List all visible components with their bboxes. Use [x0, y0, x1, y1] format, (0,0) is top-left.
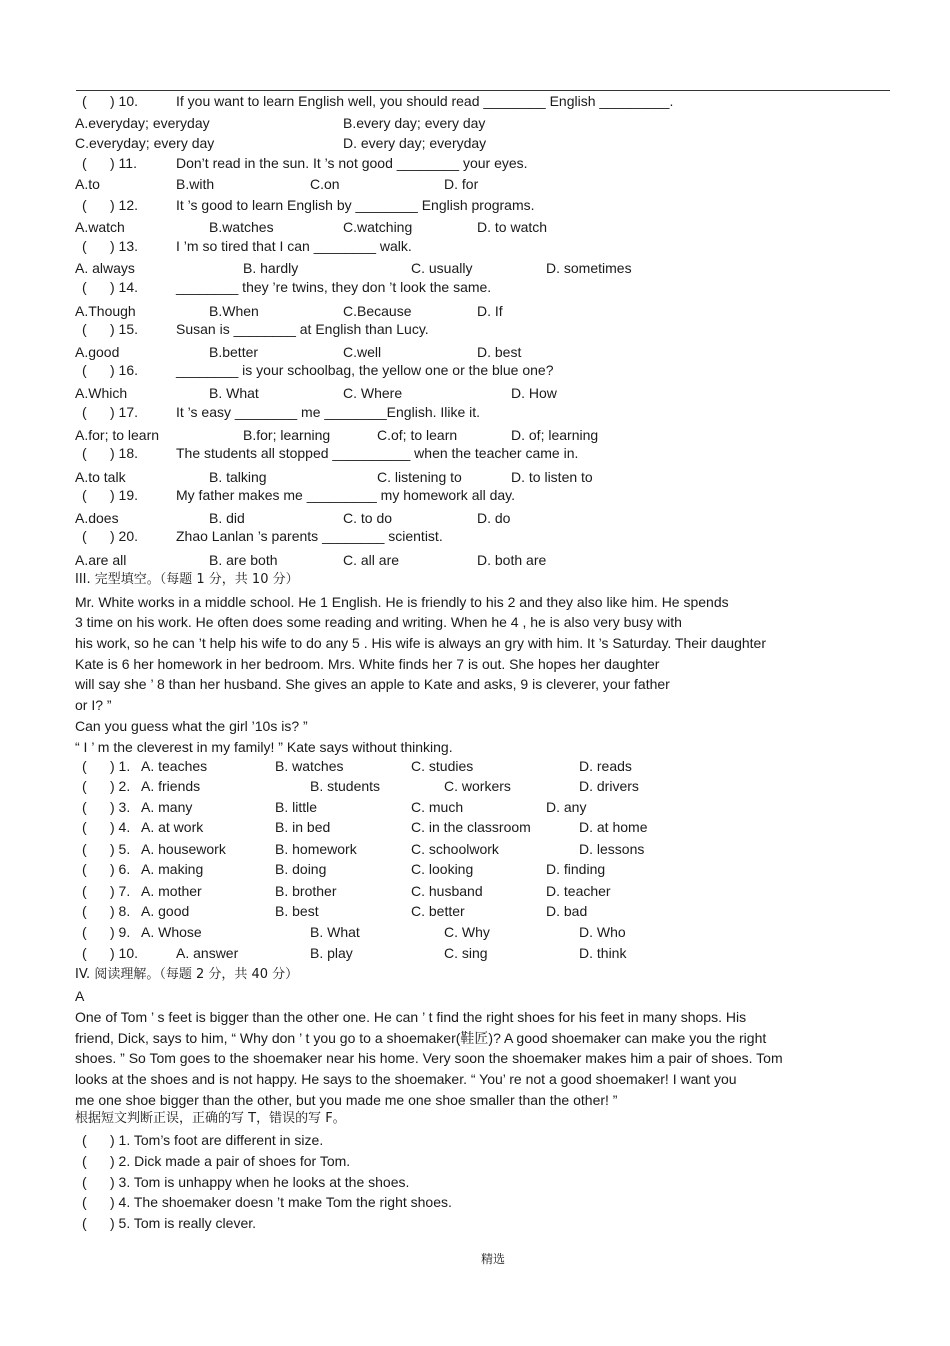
cloze-number: ) 5. [110, 841, 131, 857]
option-b: B.with [176, 176, 215, 192]
option-c: C. sing [444, 945, 488, 961]
option-c: C.well [343, 344, 382, 360]
cloze-option-row [0, 839, 950, 859]
passage-line [0, 633, 950, 653]
question-row [0, 153, 950, 173]
passage-line [0, 592, 950, 612]
question-row [0, 485, 950, 505]
option-a: A.watch [75, 219, 125, 235]
passage-line [0, 1007, 950, 1027]
answer-paren: ( [82, 861, 87, 877]
option-d: D. at home [579, 819, 648, 835]
answer-paren: ( [82, 279, 87, 295]
judge-statement: ) 2. Dick made a pair of shoes for Tom. [110, 1153, 351, 1169]
cloze-passage-text: Kate is 6 her homework in her bedroom. Mrs. White finds her 7 is out. She hopes her daughter [75, 656, 660, 672]
cloze-number: ) 1. [110, 758, 131, 774]
option-c: C. better [411, 903, 465, 919]
option-d: D. drivers [579, 778, 639, 794]
answer-paren: ( [82, 924, 87, 940]
passage-line [0, 716, 950, 736]
question-number: ) 19. [110, 487, 139, 503]
cloze-number: ) 4. [110, 819, 131, 835]
cloze-option-row [0, 756, 950, 776]
cloze-option-row [0, 881, 950, 901]
options-row [0, 174, 950, 194]
judge-statement: ) 3. Tom is unhappy when he looks at the shoes. [110, 1174, 410, 1190]
cloze-passage-text: Mr. White works in a middle school. He 1 English. He is friendly to his 2 and they also like him. He spends [75, 594, 729, 610]
reading-passage-text: me one shoe bigger than the other, but you made me one shoe smaller than the other! ” [75, 1092, 618, 1108]
option-a: A. friends [141, 778, 201, 794]
question-text: If you want to learn English well, you should read ________ English _________. [176, 93, 674, 109]
option-d: D. any [546, 799, 587, 815]
option-c: C. all are [343, 552, 400, 568]
passage-line [0, 737, 950, 757]
cloze-passage-text: his work, so he can ’t help his wife to do any 5 . His wife is always an gry with him. It ’s Saturday. Their daughter [75, 635, 766, 651]
option-a: A. mother [141, 883, 202, 899]
cloze-number: ) 9. [110, 924, 131, 940]
option-d: D. How [511, 385, 557, 401]
question-number: ) 14. [110, 279, 139, 295]
question-text: ________ they ’re twins, they don ’t look the same. [176, 279, 492, 295]
options-row [0, 301, 950, 321]
passage-line [0, 695, 950, 715]
reading-passage-text: looks at the shoes and is not happy. He says to the shoemaker. “ You’ re not a good shoemaker! I want you [75, 1071, 737, 1087]
option-d: D. both are [477, 552, 547, 568]
passage-line [0, 1069, 950, 1089]
option-a: A.to talk [75, 469, 126, 485]
cloze-number: ) 8. [110, 903, 131, 919]
option-c: C. much [411, 799, 464, 815]
option-c: C. in the classroom [411, 819, 531, 835]
question-number: ) 18. [110, 445, 139, 461]
option-a: A. teaches [141, 758, 208, 774]
question-number: ) 20. [110, 528, 139, 544]
options-row [0, 550, 950, 570]
option-d: D. finding [546, 861, 606, 877]
option-a: A. many [141, 799, 193, 815]
judge-statement: ) 4. The shoemaker doesn ’t make Tom the right shoes. [110, 1194, 452, 1210]
option-b: B. doing [275, 861, 327, 877]
question-row [0, 402, 950, 422]
question-text: Don’t read in the sun. It ’s not good ________ your eyes. [176, 155, 528, 171]
option-a: A. making [141, 861, 204, 877]
option-d: D. best [477, 344, 522, 360]
option-d: D. think [579, 945, 627, 961]
option-d: D. If [477, 303, 503, 319]
cloze-passage-text: 3 time on his work. He often does some reading and writing. When he 4 , he is also very busy with [75, 614, 682, 630]
option-b: B. students [310, 778, 381, 794]
answer-paren: ( [82, 1153, 87, 1169]
option-c: C.on [310, 176, 340, 192]
option-c: C.of; to learn [377, 427, 458, 443]
reading-passage-text: shoes. ” So Tom goes to the shoemaker near his home. Very soon the shoemaker makes him a pair of shoes. Tom [75, 1050, 783, 1066]
option-b: B. brother [275, 883, 337, 899]
answer-paren: ( [82, 1215, 87, 1231]
option-c: C. schoolwork [411, 841, 499, 857]
answer-paren: ( [82, 883, 87, 899]
question-number: ) 15. [110, 321, 139, 337]
judge-item-row [0, 1213, 950, 1233]
option-a: A. at work [141, 819, 204, 835]
question-number: ) 13. [110, 238, 139, 254]
option-b: B. in bed [275, 819, 331, 835]
instruction-row [0, 1109, 950, 1129]
answer-paren: ( [82, 758, 87, 774]
passage-line [0, 1028, 950, 1048]
question-text: I ’m so tired that I can ________ walk. [176, 238, 412, 254]
option-d: D. sometimes [546, 260, 632, 276]
option-a: A. answer [176, 945, 239, 961]
options-row [0, 425, 950, 445]
section-3-title: III. 完型填空。（每题 1 分，共 10 分） [75, 572, 299, 587]
option-b: B. talking [209, 469, 267, 485]
question-text: The students all stopped __________ when the teacher came in. [176, 445, 579, 461]
option-d: D. reads [579, 758, 632, 774]
question-row [0, 195, 950, 215]
option-d: D. teacher [546, 883, 611, 899]
cloze-number: ) 10. [110, 945, 139, 961]
option-d: D. of; learning [511, 427, 599, 443]
answer-paren: ( [82, 93, 87, 109]
answer-paren: ( [82, 819, 87, 835]
answer-paren: ( [82, 445, 87, 461]
option-d: D. bad [546, 903, 588, 919]
answer-paren: ( [82, 321, 87, 337]
answer-paren: ( [82, 197, 87, 213]
options-row [0, 342, 950, 362]
option-b: B. What [310, 924, 360, 940]
option-d: D. lessons [579, 841, 645, 857]
option-a: A.everyday; everyday [75, 115, 210, 131]
question-row [0, 277, 950, 297]
answer-paren: ( [82, 1174, 87, 1190]
judge-item-row [0, 1130, 950, 1150]
answer-paren: ( [82, 238, 87, 254]
cloze-number: ) 2. [110, 778, 131, 794]
option-a: A.Though [75, 303, 136, 319]
judge-item-row [0, 1172, 950, 1192]
cloze-option-row [0, 817, 950, 837]
option-a: A.does [75, 510, 119, 526]
option-c: C.Because [343, 303, 412, 319]
option-d: D. do [477, 510, 511, 526]
option-a: A.for; to learn [75, 427, 160, 443]
option-d: D. every day; everyday [343, 135, 487, 151]
answer-paren: ( [82, 903, 87, 919]
options-row [0, 258, 950, 278]
cloze-passage-text: “ I ’ m the cleverest in my family! ” Kate says without thinking. [75, 739, 453, 755]
question-row [0, 91, 950, 111]
option-b: B. are both [209, 552, 278, 568]
question-row [0, 360, 950, 380]
option-a: A.are all [75, 552, 127, 568]
question-row [0, 319, 950, 339]
part-label [0, 986, 950, 1006]
question-number: ) 11. [110, 155, 137, 171]
answer-paren: ( [82, 1132, 87, 1148]
option-d: D. Who [579, 924, 626, 940]
reading-passage-text: friend, Dick, says to him, “ Why don ’ t you go to a shoemaker(鞋匠)? A good shoemaker can make you the right [75, 1030, 767, 1046]
option-c: C. usually [411, 260, 473, 276]
question-text: It ’s easy ________ me ________English. Ilike it. [176, 404, 481, 420]
option-b: B. best [275, 903, 319, 919]
option-c: C. looking [411, 861, 474, 877]
option-b: B. homework [275, 841, 357, 857]
option-c: C. Where [343, 385, 403, 401]
answer-paren: ( [82, 528, 87, 544]
answer-paren: ( [82, 841, 87, 857]
option-c: C.watching [343, 219, 413, 235]
question-text: ________ is your schoolbag, the yellow one or the blue one? [176, 362, 554, 378]
option-b: B. did [209, 510, 245, 526]
option-c: C. studies [411, 758, 474, 774]
cloze-passage-text: will say she ’ 8 than her husband. She gives an apple to Kate and asks, 9 is cleverer, your father [75, 676, 670, 692]
cloze-number: ) 7. [110, 883, 131, 899]
judge-statement: ) 1. Tom’s foot are different in size. [110, 1132, 324, 1148]
judge-statement: ) 5. Tom is really clever. [110, 1215, 257, 1231]
cloze-option-row [0, 901, 950, 921]
option-a: A. housework [141, 841, 226, 857]
option-d: D. to watch [477, 219, 548, 235]
option-a: A.to [75, 176, 100, 192]
answer-paren: ( [82, 362, 87, 378]
passage-line [0, 674, 950, 694]
option-a: A. good [141, 903, 190, 919]
judge-item-row [0, 1192, 950, 1212]
options-row [0, 383, 950, 403]
answer-paren: ( [82, 487, 87, 503]
answer-paren: ( [82, 155, 87, 171]
passage-line [0, 654, 950, 674]
answer-paren: ( [82, 404, 87, 420]
question-number: ) 10. [110, 93, 139, 109]
cloze-passage-text: or I? ” [75, 697, 112, 713]
option-b: B.every day; every day [343, 115, 486, 131]
option-b: B. play [310, 945, 353, 961]
options-row [0, 133, 950, 153]
option-b: B.When [209, 303, 259, 319]
option-b: B. watches [275, 758, 344, 774]
option-c: C.everyday; every day [75, 135, 215, 151]
option-b: B.better [209, 344, 259, 360]
cloze-passage-text: Can you guess what the girl ’10s is? ” [75, 718, 308, 734]
question-text: It ’s good to learn English by ________ English programs. [176, 197, 535, 213]
section-heading [0, 965, 950, 985]
cloze-option-row [0, 943, 950, 963]
option-c: C. husband [411, 883, 483, 899]
option-b: B.for; learning [243, 427, 331, 443]
option-c: C. workers [444, 778, 511, 794]
option-a: A.good [75, 344, 120, 360]
options-row [0, 217, 950, 237]
passage-line [0, 612, 950, 632]
question-row [0, 526, 950, 546]
cloze-number: ) 3. [110, 799, 131, 815]
option-a: A.Which [75, 385, 128, 401]
cloze-option-row [0, 797, 950, 817]
judge-item-row [0, 1151, 950, 1171]
question-row [0, 236, 950, 256]
question-number: ) 17. [110, 404, 139, 420]
option-c: C. listening to [377, 469, 462, 485]
answer-paren: ( [82, 799, 87, 815]
option-a: A. Whose [141, 924, 202, 940]
answer-paren: ( [82, 945, 87, 961]
section-heading [0, 570, 950, 590]
question-number: ) 12. [110, 197, 139, 213]
option-b: B. little [275, 799, 318, 815]
option-b: B. What [209, 385, 259, 401]
option-b: B. hardly [243, 260, 299, 276]
options-row [0, 467, 950, 487]
option-d: D. to listen to [511, 469, 593, 485]
section-4-title: IV. 阅读理解。（每题 2 分，共 40 分） [75, 967, 299, 982]
cloze-option-row [0, 776, 950, 796]
option-b: B.watches [209, 219, 274, 235]
cloze-option-row [0, 922, 950, 942]
passage-line [0, 1090, 950, 1110]
question-number: ) 16. [110, 362, 139, 378]
passage-line [0, 1048, 950, 1068]
options-row [0, 508, 950, 528]
answer-paren: ( [82, 1194, 87, 1210]
option-a: A. always [75, 260, 135, 276]
question-text: Zhao Lanlan ’s parents ________ scientist. [176, 528, 443, 544]
question-text: My father makes me _________ my homework all day. [176, 487, 516, 503]
cloze-option-row [0, 859, 950, 879]
option-d: D. for [444, 176, 479, 192]
judge-instruction: 根据短文判断正误，正确的写 T，错误的写 F。 [75, 1111, 346, 1126]
option-c: C. Why [444, 924, 490, 940]
answer-paren: ( [82, 778, 87, 794]
options-row [0, 113, 950, 133]
question-text: Susan is ________ at English than Lucy. [176, 321, 429, 337]
option-c: C. to do [343, 510, 393, 526]
cloze-number: ) 6. [110, 861, 131, 877]
part-a-label: A [75, 988, 85, 1004]
reading-passage-text: One of Tom ’ s feet is bigger than the other one. He can ’ t find the right shoes for his feet in many shops. His [75, 1009, 747, 1025]
footer-label: 精选 [481, 1252, 506, 1266]
question-row [0, 443, 950, 463]
